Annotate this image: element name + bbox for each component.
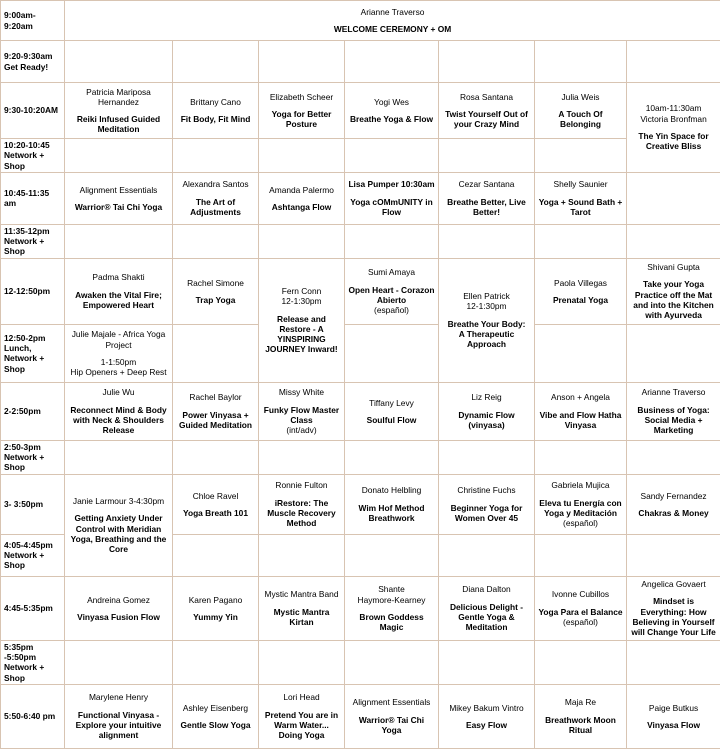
session-title: Wim Hof Method Breathwork xyxy=(348,503,435,524)
empty-cell xyxy=(627,172,720,224)
session-cell xyxy=(173,576,259,640)
session-title: WELCOME CEREMONY + OM xyxy=(68,24,717,34)
instructor-name: Yogi Wes xyxy=(348,97,435,107)
session-cell xyxy=(65,382,173,440)
instructor-name: Liz Reig xyxy=(442,392,531,402)
empty-cell xyxy=(65,139,173,173)
session-title: Yoga for Better Posture xyxy=(262,109,341,130)
instructor-name: Shelly Saunier xyxy=(538,179,623,189)
session-title: Beginner Yoga for Women Over 45 xyxy=(442,503,531,524)
session-cell xyxy=(627,83,720,173)
session-cell xyxy=(345,684,439,748)
instructor-name: Amanda Palermo xyxy=(262,185,341,195)
empty-cell xyxy=(439,41,535,83)
empty-cell xyxy=(65,41,173,83)
time-slot-cell xyxy=(1,684,65,748)
session-title: Reiki Infused Guided Meditation xyxy=(68,114,169,135)
instructor-name: Padma Shakti xyxy=(68,272,169,282)
instructor-name: Shivani Gupta xyxy=(630,262,717,272)
session-cell xyxy=(345,83,439,139)
session-cell xyxy=(259,258,345,382)
session-cell xyxy=(259,474,345,534)
empty-cell xyxy=(65,640,173,684)
session-cell xyxy=(535,258,627,324)
session-cell xyxy=(259,172,345,224)
empty-cell xyxy=(345,224,439,258)
session-title: The Art of Adjustments xyxy=(176,197,255,218)
session-cell xyxy=(345,576,439,640)
time-slot-label: 9:30-10:20AM xyxy=(4,105,61,115)
empty-cell xyxy=(259,640,345,684)
session-title: Gentle Slow Yoga xyxy=(176,720,255,730)
time-slot-cell xyxy=(1,172,65,224)
session-cell xyxy=(535,474,627,534)
instructor-name: Paige Butkus xyxy=(630,703,717,713)
empty-cell xyxy=(535,324,627,382)
schedule-row xyxy=(1,139,720,173)
instructor-name: Cezar Santana xyxy=(442,179,531,189)
instructor-name: Shante Haymore-Kearney xyxy=(348,584,435,605)
instructor-name: Fern Conn 12-1:30pm xyxy=(262,286,341,307)
time-slot-label: 5:50-6:40 pm xyxy=(4,711,61,721)
instructor-name: Alignment Essentials xyxy=(68,185,169,195)
session-title: Funky Flow Master Class xyxy=(262,405,341,426)
empty-cell xyxy=(627,440,720,474)
time-slot-label: 10:45-11:35 am xyxy=(4,188,61,209)
instructor-name: Marylene Henry xyxy=(68,692,169,702)
session-note: (español) xyxy=(538,617,623,627)
session-title: Open Heart - Corazon Abierto xyxy=(348,285,435,306)
instructor-name: Patricia Mariposa Hernandez xyxy=(68,87,169,108)
session-cell xyxy=(173,172,259,224)
session-cell xyxy=(65,576,173,640)
empty-cell xyxy=(535,139,627,173)
empty-cell xyxy=(345,534,439,576)
instructor-name: Julie Wu xyxy=(68,387,169,397)
empty-cell xyxy=(535,41,627,83)
time-slot-label: 9:20-9:30am Get Ready! xyxy=(4,51,61,72)
session-cell xyxy=(535,172,627,224)
session-title: Yoga Para el Balance xyxy=(538,607,623,617)
instructor-name: Mikey Bakum Vintro xyxy=(442,703,531,713)
instructor-name: Alignment Essentials xyxy=(348,697,435,707)
session-title: Pretend You are in Warm Water... Doing Yoga xyxy=(262,710,341,741)
instructor-name: Gabriela Mujica xyxy=(538,480,623,490)
instructor-name: Maja Re xyxy=(538,697,623,707)
session-cell xyxy=(345,258,439,324)
empty-cell xyxy=(173,534,259,576)
session-title: Breathe Your Body: A Therapeutic Approach xyxy=(442,319,531,350)
time-slot-cell xyxy=(1,382,65,440)
empty-cell xyxy=(259,534,345,576)
session-title: Awaken the Vital Fire; Empowered Heart xyxy=(68,290,169,311)
session-title: Functional Vinyasa - Explore your intuitive alignment xyxy=(68,710,169,741)
session-cell xyxy=(439,172,535,224)
time-slot-label: 4:05-4:45pm Network + Shop xyxy=(4,540,61,571)
schedule-row xyxy=(1,41,720,83)
time-slot-label: 4:45-5:35pm xyxy=(4,603,61,613)
session-cell xyxy=(627,258,720,324)
session-title: Warrior® Tai Chi Yoga xyxy=(348,715,435,736)
instructor-name: Donato Helbling xyxy=(348,485,435,495)
session-title: Release and Restore - A YINSPIRING JOURNEY Inward! xyxy=(262,314,341,355)
session-cell xyxy=(627,474,720,534)
session-title: Breathwork Moon Ritual xyxy=(538,715,623,736)
empty-cell xyxy=(439,640,535,684)
session-title: Mindset is Everything: How Believing in Yourself will Change Your Life xyxy=(630,596,717,637)
time-slot-cell xyxy=(1,474,65,534)
session-cell xyxy=(345,382,439,440)
session-cell xyxy=(535,684,627,748)
session-title: Dynamic Flow (vinyasa) xyxy=(442,410,531,431)
empty-cell xyxy=(173,139,259,173)
instructor-name: Mystic Mantra Band xyxy=(262,589,341,599)
schedule-row xyxy=(1,1,720,41)
session-cell xyxy=(173,684,259,748)
schedule-row xyxy=(1,576,720,640)
schedule-row xyxy=(1,324,720,382)
instructor-name: Julia Weis xyxy=(538,92,623,102)
time-slot-cell xyxy=(1,576,65,640)
instructor-name: Lori Head xyxy=(262,692,341,702)
instructor-name: Rachel Simone xyxy=(176,278,255,288)
session-note: (int/adv) xyxy=(262,425,341,435)
session-cell xyxy=(345,172,439,224)
schedule-row xyxy=(1,382,720,440)
time-slot-cell xyxy=(1,258,65,324)
session-cell xyxy=(439,382,535,440)
session-title: Yoga Breath 101 xyxy=(176,508,255,518)
empty-cell xyxy=(173,640,259,684)
empty-cell xyxy=(259,139,345,173)
instructor-name: 10am-11:30am Victoria Bronfman xyxy=(630,103,717,124)
instructor-name: Tiffany Levy xyxy=(348,398,435,408)
instructor-name: Rachel Baylor xyxy=(176,392,255,402)
session-cell xyxy=(259,83,345,139)
instructor-name: Ashley Eisenberg xyxy=(176,703,255,713)
schedule-row xyxy=(1,83,720,139)
time-slot-cell xyxy=(1,139,65,173)
session-title: Eleva tu Energía con Yoga y Meditación xyxy=(538,498,623,519)
session-detail: 1-1:50pm Hip Openers + Deep Rest xyxy=(68,357,169,378)
time-slot-label: 3- 3:50pm xyxy=(4,499,61,509)
time-slot-label: 5:35pm -5:50pm Network + Shop xyxy=(4,642,61,683)
session-title: Vinyasa Flow xyxy=(630,720,717,730)
session-title: Yoga cOMmUNITY in Flow xyxy=(348,197,435,218)
empty-cell xyxy=(627,224,720,258)
session-title: Trap Yoga xyxy=(176,295,255,305)
session-title: Getting Anxiety Under Control with Meridian Yoga, Breathing and the Core xyxy=(68,513,169,554)
session-cell xyxy=(259,684,345,748)
empty-cell xyxy=(627,640,720,684)
instructor-name: Paola Villegas xyxy=(538,278,623,288)
session-cell xyxy=(65,1,720,41)
time-slot-label: 2-2:50pm xyxy=(4,406,61,416)
time-slot-label: 10:20-10:45 Network + Shop xyxy=(4,140,61,171)
time-slot-cell xyxy=(1,440,65,474)
time-slot-label: 9:00am- 9:20am xyxy=(4,10,61,31)
session-cell xyxy=(173,258,259,324)
session-title: Yoga + Sound Bath + Tarot xyxy=(538,197,623,218)
session-cell xyxy=(65,324,173,382)
instructor-name: Christine Fuchs xyxy=(442,485,531,495)
schedule-row xyxy=(1,440,720,474)
instructor-name: Diana Dalton xyxy=(442,584,531,594)
session-cell xyxy=(173,474,259,534)
session-note: (español) xyxy=(348,305,435,315)
session-title: Chakras & Money xyxy=(630,508,717,518)
time-slot-label: 12-12:50pm xyxy=(4,286,61,296)
instructor-name: Chloe Ravel xyxy=(176,491,255,501)
time-slot-label: 11:35-12pm Network + Shop xyxy=(4,226,61,257)
session-title: Easy Flow xyxy=(442,720,531,730)
empty-cell xyxy=(65,224,173,258)
empty-cell xyxy=(345,324,439,382)
session-title: Yummy Yin xyxy=(176,612,255,622)
instructor-name: Alexandra Santos xyxy=(176,179,255,189)
session-cell xyxy=(439,83,535,139)
session-cell xyxy=(439,474,535,534)
time-slot-cell xyxy=(1,83,65,139)
session-title: Twist Yourself Out of your Crazy Mind xyxy=(442,109,531,130)
session-cell xyxy=(627,382,720,440)
session-title: Delicious Delight - Gentle Yoga & Meditation xyxy=(442,602,531,633)
instructor-name: Ivonne Cubillos xyxy=(538,589,623,599)
empty-cell xyxy=(173,224,259,258)
schedule-row xyxy=(1,258,720,324)
session-title: Warrior® Tai Chi Yoga xyxy=(68,202,169,212)
time-slot-cell xyxy=(1,1,65,41)
instructor-name: Elizabeth Scheer xyxy=(262,92,341,102)
empty-cell xyxy=(173,440,259,474)
time-slot-cell xyxy=(1,41,65,83)
session-title: Soulful Flow xyxy=(348,415,435,425)
empty-cell xyxy=(173,324,259,382)
instructor-name: Angelica Govaert xyxy=(630,579,717,589)
empty-cell xyxy=(439,139,535,173)
instructor-name: Arianne Traverso xyxy=(68,7,717,17)
instructor-name: Arianne Traverso xyxy=(630,387,717,397)
empty-cell xyxy=(439,224,535,258)
session-title: Reconnect Mind & Body with Neck & Shoulders Release xyxy=(68,405,169,436)
instructor-name: Julie Majale - Africa Yoga Project xyxy=(68,329,169,350)
empty-cell xyxy=(345,41,439,83)
session-cell xyxy=(535,576,627,640)
session-title: Mystic Mantra Kirtan xyxy=(262,607,341,628)
instructor-name: Karen Pagano xyxy=(176,595,255,605)
session-title: Power Vinyasa + Guided Meditation xyxy=(176,410,255,431)
instructor-name: Sumi Amaya xyxy=(348,267,435,277)
empty-cell xyxy=(627,324,720,382)
empty-cell xyxy=(627,534,720,576)
empty-cell xyxy=(259,224,345,258)
instructor-name: Missy White xyxy=(262,387,341,397)
instructor-name: Rosa Santana xyxy=(442,92,531,102)
time-slot-label: 2:50-3pm Network + Shop xyxy=(4,442,61,473)
session-title: A Touch Of Belonging xyxy=(538,109,623,130)
schedule-row xyxy=(1,172,720,224)
empty-cell xyxy=(345,640,439,684)
session-title: Take your Yoga Practice off the Mat and into the Kitchen with Ayurveda xyxy=(630,279,717,320)
schedule-row xyxy=(1,640,720,684)
session-cell xyxy=(627,576,720,640)
empty-cell xyxy=(535,640,627,684)
session-cell xyxy=(535,382,627,440)
session-title: Prenatal Yoga xyxy=(538,295,623,305)
empty-cell xyxy=(535,440,627,474)
session-title: Vinyasa Fusion Flow xyxy=(68,612,169,622)
session-cell xyxy=(65,83,173,139)
empty-cell xyxy=(173,41,259,83)
session-cell xyxy=(65,258,173,324)
schedule-row xyxy=(1,224,720,258)
session-title: The Yin Space for Creative Bliss xyxy=(630,131,717,152)
empty-cell xyxy=(627,41,720,83)
instructor-name: Sandy Fernandez xyxy=(630,491,717,501)
session-cell xyxy=(173,382,259,440)
session-cell xyxy=(65,172,173,224)
session-cell xyxy=(259,382,345,440)
session-cell xyxy=(173,83,259,139)
session-cell xyxy=(345,474,439,534)
session-title: Vibe and Flow Hatha Vinyasa xyxy=(538,410,623,431)
session-title: iRestore: The Muscle Recovery Method xyxy=(262,498,341,529)
time-slot-label: 12:50-2pm Lunch, Network + Shop xyxy=(4,333,61,374)
schedule-row xyxy=(1,684,720,748)
session-cell xyxy=(65,474,173,576)
session-title: Fit Body, Fit Mind xyxy=(176,114,255,124)
session-title: Ashtanga Flow xyxy=(262,202,341,212)
time-slot-cell xyxy=(1,640,65,684)
instructor-name: Andreina Gomez xyxy=(68,595,169,605)
instructor-name: Brittany Cano xyxy=(176,97,255,107)
session-cell xyxy=(259,576,345,640)
schedule-body xyxy=(1,1,720,749)
session-note: (español) xyxy=(538,518,623,528)
session-cell xyxy=(439,684,535,748)
instructor-name: Ellen Patrick 12-1:30pm xyxy=(442,291,531,312)
empty-cell xyxy=(345,440,439,474)
session-cell xyxy=(535,83,627,139)
instructor-name: Janie Larmour 3-4:30pm xyxy=(68,496,169,506)
session-cell xyxy=(627,684,720,748)
schedule-row xyxy=(1,474,720,534)
empty-cell xyxy=(65,440,173,474)
instructor-name: Lisa Pumper 10:30am xyxy=(348,179,435,189)
session-cell xyxy=(439,576,535,640)
time-slot-cell xyxy=(1,534,65,576)
empty-cell xyxy=(345,139,439,173)
empty-cell xyxy=(535,224,627,258)
session-cell xyxy=(439,258,535,382)
instructor-name: Anson + Angela xyxy=(538,392,623,402)
session-title: Brown Goddess Magic xyxy=(348,612,435,633)
empty-cell xyxy=(439,440,535,474)
empty-cell xyxy=(259,41,345,83)
empty-cell xyxy=(535,534,627,576)
session-title: Breathe Better, Live Better! xyxy=(442,197,531,218)
empty-cell xyxy=(259,440,345,474)
empty-cell xyxy=(439,534,535,576)
session-cell xyxy=(65,684,173,748)
session-title: Business of Yoga: Social Media + Marketing xyxy=(630,405,717,436)
time-slot-cell xyxy=(1,224,65,258)
instructor-name: Ronnie Fulton xyxy=(262,480,341,490)
session-title: Breathe Yoga & Flow xyxy=(348,114,435,124)
time-slot-cell xyxy=(1,324,65,382)
